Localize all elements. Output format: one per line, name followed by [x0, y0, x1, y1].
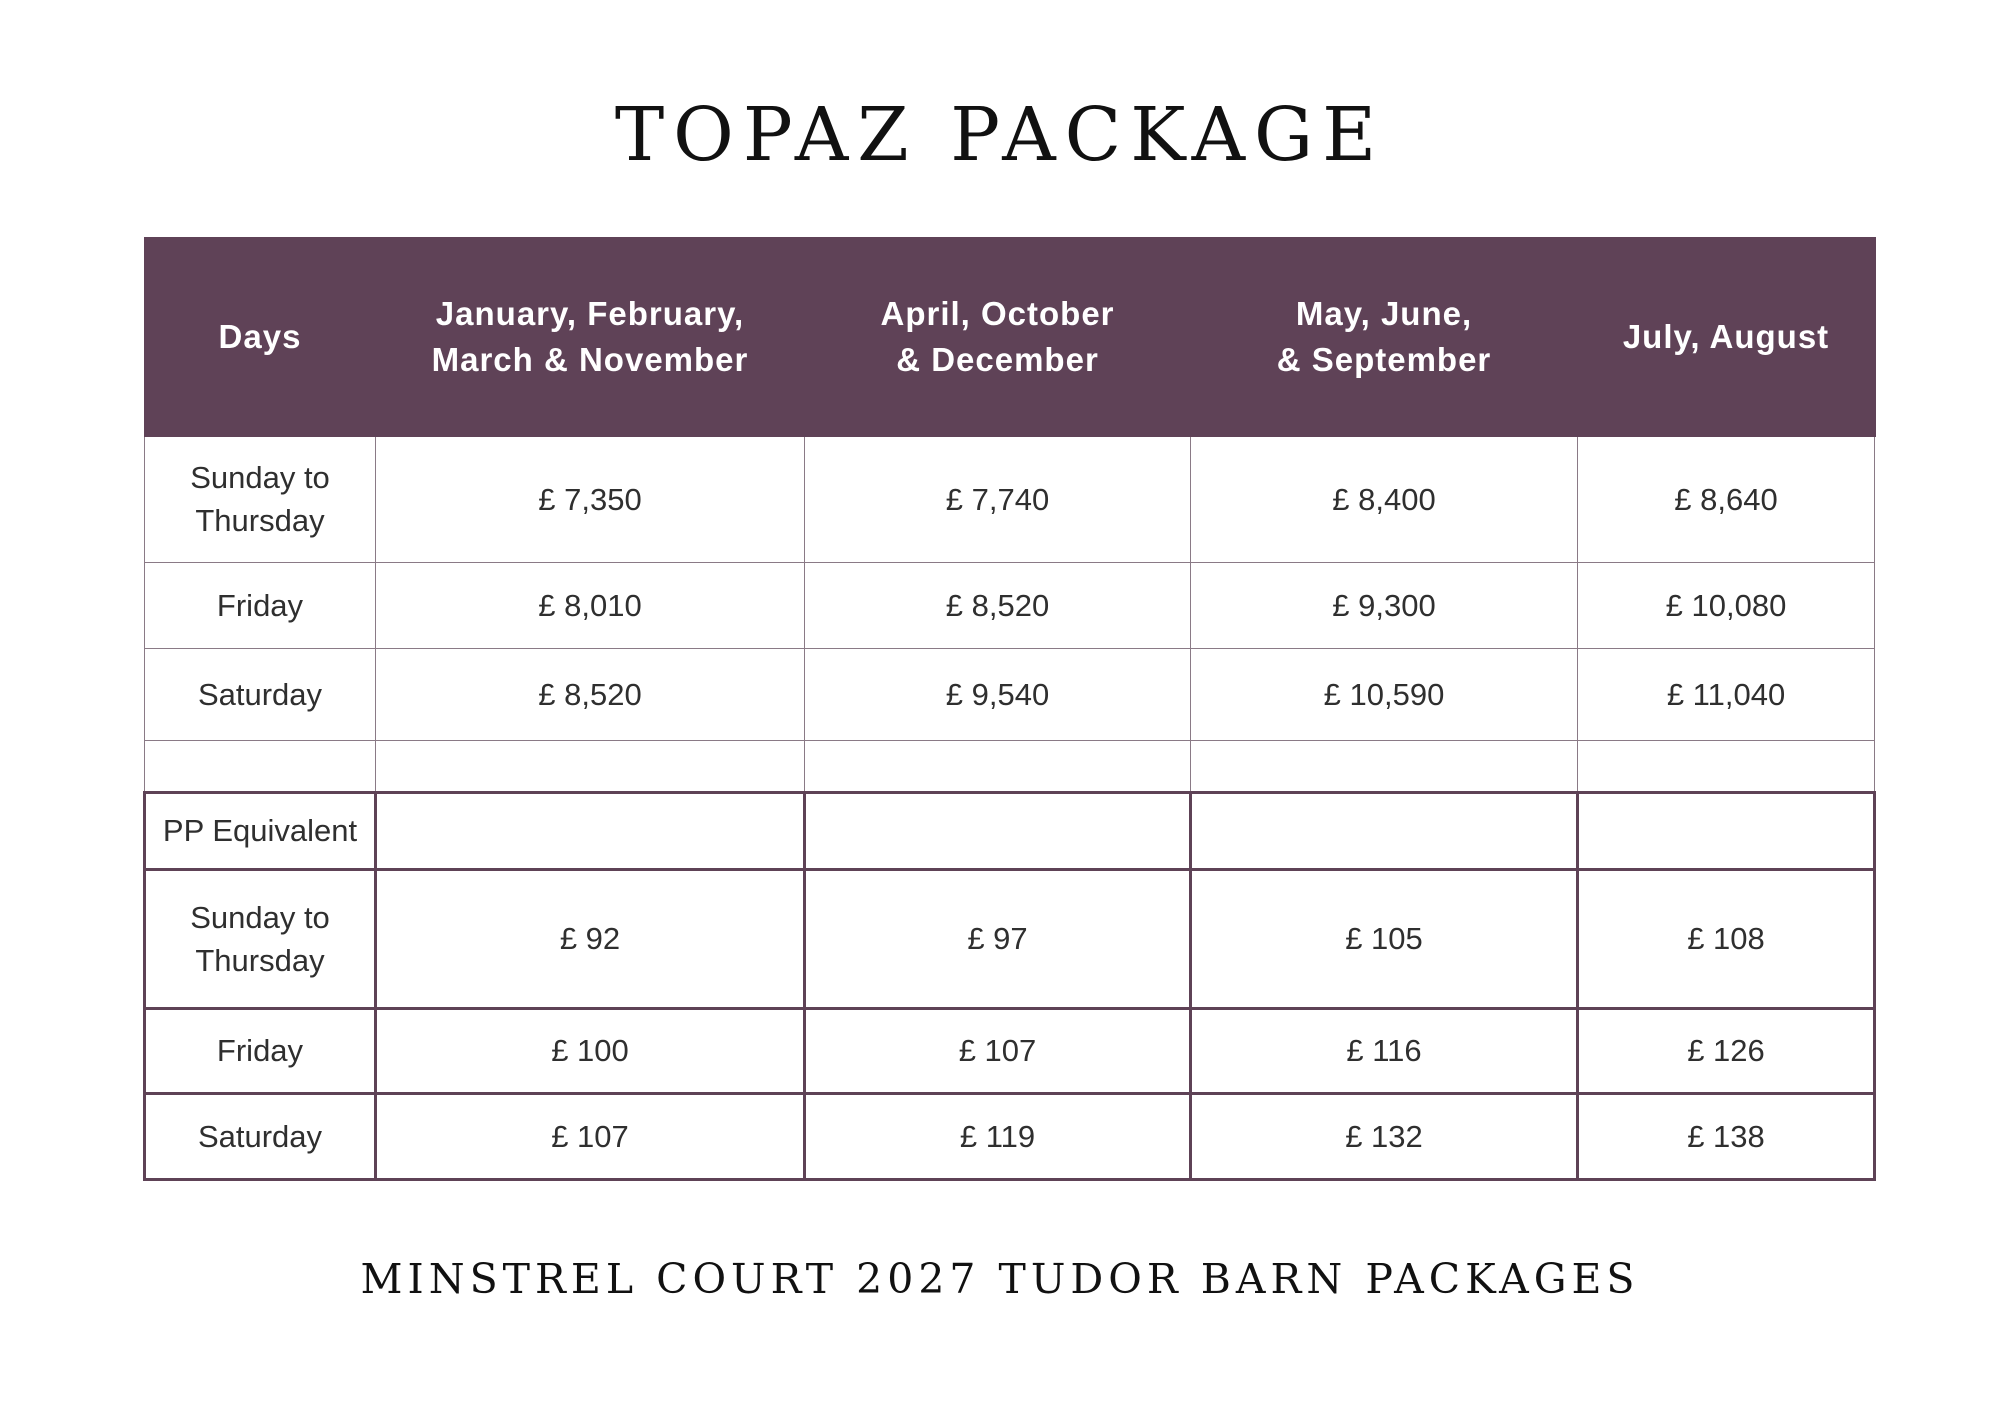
price-cell: £ 119 — [805, 1093, 1191, 1179]
day-cell: Saturday — [145, 1093, 376, 1179]
header-line: January, February, — [435, 295, 745, 332]
pp-equivalent-row — [145, 792, 1875, 869]
day-label: Sunday to — [190, 460, 330, 496]
price-cell: £ 108 — [1578, 869, 1875, 1008]
price-cell: £ 100 — [376, 1008, 805, 1093]
header-line: Days — [218, 318, 302, 355]
price-cell: £ 97 — [805, 869, 1191, 1008]
table-row — [145, 1008, 1875, 1093]
price-cell: £ 8,640 — [1578, 436, 1875, 562]
header-may-jun-sep — [1191, 238, 1578, 436]
day-cell: Saturday — [145, 648, 376, 740]
header-line: & December — [896, 341, 1099, 378]
table-row — [145, 869, 1875, 1008]
price-cell: £ 8,520 — [376, 648, 805, 740]
day-label: Thursday — [195, 503, 325, 539]
header-line: April, October — [880, 295, 1115, 332]
day-cell — [145, 436, 376, 562]
day-cell: Friday — [145, 1008, 376, 1093]
price-table — [143, 237, 1876, 1181]
price-cell: £ 8,400 — [1191, 436, 1578, 562]
header-line: March & November — [431, 341, 749, 378]
empty-cell — [376, 792, 805, 869]
price-cell: £ 8,010 — [376, 562, 805, 648]
empty-cell — [805, 792, 1191, 869]
page-title: TOPAZ PACKAGE — [614, 92, 1386, 178]
table-row — [145, 436, 1875, 562]
price-cell: £ 107 — [376, 1093, 805, 1179]
day-label: Sunday to — [190, 899, 330, 935]
pp-equivalent-label: PP Equivalent — [145, 792, 376, 869]
header-apr-oct-dec — [805, 238, 1191, 436]
header-jan-feb-mar-nov — [376, 238, 805, 436]
header-days — [145, 238, 376, 436]
day-cell — [145, 869, 376, 1008]
price-cell: £ 116 — [1191, 1008, 1578, 1093]
empty-row — [145, 740, 1875, 792]
header-jul-aug — [1578, 238, 1875, 436]
price-cell: £ 10,080 — [1578, 562, 1875, 648]
empty-cell — [1578, 740, 1875, 792]
price-cell: £ 11,040 — [1578, 648, 1875, 740]
price-cell: £ 126 — [1578, 1008, 1875, 1093]
day-cell: Friday — [145, 562, 376, 648]
empty-cell — [145, 740, 376, 792]
price-cell: £ 138 — [1578, 1093, 1875, 1179]
table-row — [145, 648, 1875, 740]
footer-title: MINSTREL COURT 2027 TUDOR BARN PACKAGES — [360, 1255, 1640, 1303]
price-cell: £ 7,350 — [376, 436, 805, 562]
price-cell: £ 7,740 — [805, 436, 1191, 562]
header-line: July, August — [1622, 318, 1830, 355]
table-row — [145, 562, 1875, 648]
header-line: May, June, — [1295, 295, 1473, 332]
price-cell: £ 132 — [1191, 1093, 1578, 1179]
empty-cell — [1191, 792, 1578, 869]
table-row — [145, 1093, 1875, 1179]
table-header-row — [145, 238, 1875, 436]
price-cell: £ 9,540 — [805, 648, 1191, 740]
empty-cell — [1578, 792, 1875, 869]
empty-cell — [376, 740, 805, 792]
price-cell: £ 92 — [376, 869, 805, 1008]
price-cell: £ 9,300 — [1191, 562, 1578, 648]
empty-cell — [805, 740, 1191, 792]
price-cell: £ 105 — [1191, 869, 1578, 1008]
empty-cell — [1191, 740, 1578, 792]
day-label: Thursday — [195, 942, 325, 978]
price-cell: £ 10,590 — [1191, 648, 1578, 740]
header-line: & September — [1276, 341, 1492, 378]
price-cell: £ 107 — [805, 1008, 1191, 1093]
price-cell: £ 8,520 — [805, 562, 1191, 648]
